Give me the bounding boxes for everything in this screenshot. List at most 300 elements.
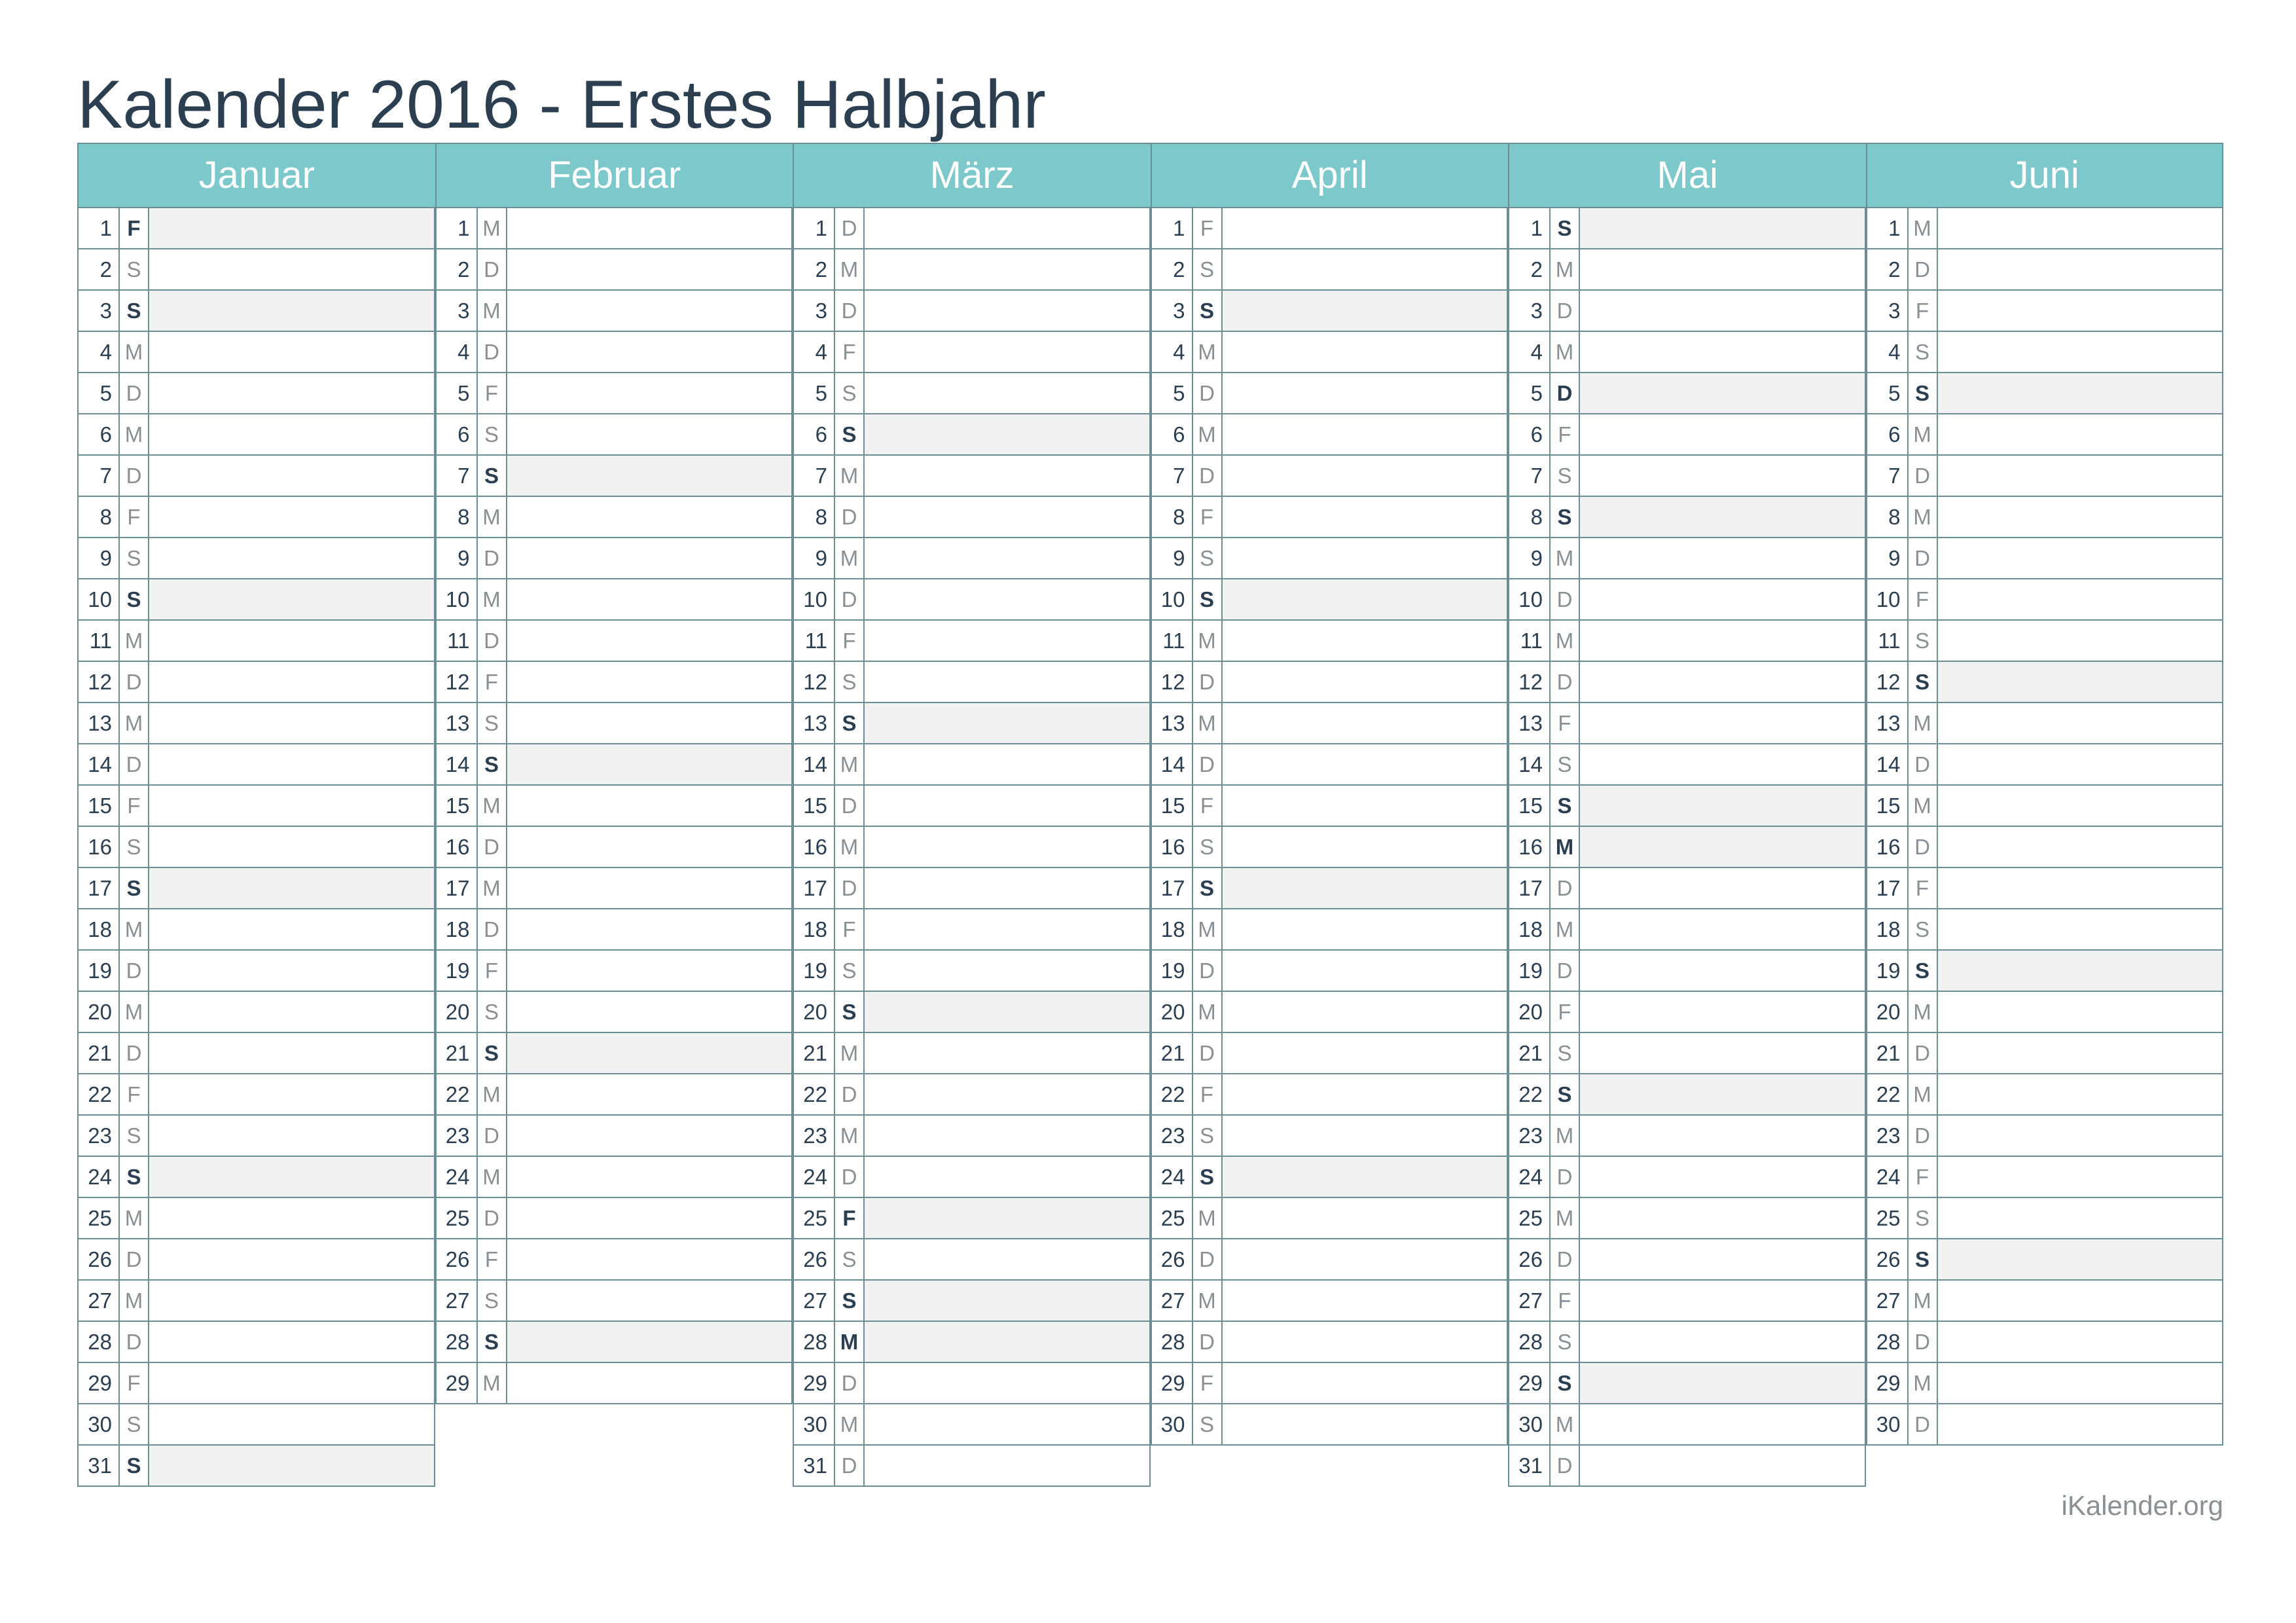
day-number: 11 [79,621,120,661]
note-cell[interactable] [865,1322,1149,1362]
day-number: 19 [1509,951,1551,991]
note-cell[interactable] [1938,1322,2223,1362]
note-cell[interactable] [1223,1033,1507,1073]
note-cell[interactable] [1223,1281,1507,1321]
note-cell[interactable] [507,1198,792,1238]
day-row [1151,1157,1509,1198]
day-number: 5 [437,373,478,413]
day-row [435,1322,793,1363]
note-cell[interactable] [149,868,434,908]
note-cell[interactable] [1938,538,2223,578]
day-number: 1 [437,208,478,248]
note-cell[interactable] [149,744,434,784]
day-number: 15 [794,786,835,826]
note-cell[interactable] [149,1074,434,1114]
day-number: 22 [1509,1074,1551,1114]
note-cell[interactable] [1223,909,1507,949]
day-row [1866,703,2224,744]
note-cell[interactable] [1938,703,2223,743]
weekday-letter: D [120,1033,149,1073]
day-row [435,414,793,456]
note-cell[interactable] [1580,414,1865,454]
weekday-letter: S [120,291,149,331]
note-cell[interactable] [1938,992,2223,1032]
note-cell[interactable] [865,1281,1149,1321]
weekday-letter: D [835,291,865,331]
day-number: 9 [437,538,478,578]
note-cell[interactable] [149,208,434,248]
day-list [1866,208,2224,1446]
note-cell[interactable] [1938,786,2223,826]
day-number: 6 [794,414,835,454]
note-cell[interactable] [1938,414,2223,454]
note-cell[interactable] [507,909,792,949]
weekday-letter: D [1909,744,1938,784]
day-row [77,662,435,703]
note-cell[interactable] [1938,1033,2223,1073]
note-cell[interactable] [507,1116,792,1156]
note-cell[interactable] [149,456,434,496]
weekday-letter: F [835,1198,865,1238]
note-cell[interactable] [1938,1157,2223,1197]
note-cell[interactable] [507,1363,792,1403]
note-cell[interactable] [507,1322,792,1362]
day-row [77,373,435,414]
note-cell[interactable] [1580,951,1865,991]
note-cell[interactable] [865,208,1149,248]
note-cell[interactable] [1223,1404,1507,1444]
note-cell[interactable] [865,703,1149,743]
weekday-letter: M [1551,538,1580,578]
weekday-letter: M [120,332,149,372]
note-cell[interactable] [865,1033,1149,1073]
day-row [435,786,793,827]
note-cell[interactable] [1580,703,1865,743]
note-cell[interactable] [149,291,434,331]
note-cell[interactable] [1223,497,1507,537]
note-cell[interactable] [1580,249,1865,289]
note-cell[interactable] [1938,497,2223,537]
weekday-letter: F [1193,1363,1223,1403]
note-cell[interactable] [1580,538,1865,578]
note-cell[interactable] [1223,249,1507,289]
note-cell[interactable] [1580,497,1865,537]
day-number: 31 [1509,1446,1551,1486]
note-cell[interactable] [1223,373,1507,413]
note-cell[interactable] [149,373,434,413]
weekday-letter: D [478,332,507,372]
note-cell[interactable] [507,1281,792,1321]
day-row [1151,992,1509,1033]
note-cell[interactable] [149,1033,434,1073]
note-cell[interactable] [1223,1322,1507,1362]
day-row [435,1074,793,1116]
note-cell[interactable] [1938,621,2223,661]
day-number: 27 [1152,1281,1193,1321]
note-cell[interactable] [1580,1281,1865,1321]
weekday-letter: M [835,1116,865,1156]
note-cell[interactable] [1938,208,2223,248]
day-number: 28 [1867,1322,1909,1362]
note-cell[interactable] [1223,291,1507,331]
day-number: 28 [1152,1322,1193,1362]
weekday-letter: S [835,1239,865,1279]
note-cell[interactable] [1580,1239,1865,1279]
day-number: 5 [1509,373,1551,413]
note-cell[interactable] [865,291,1149,331]
note-cell[interactable] [149,1116,434,1156]
weekday-letter: M [1909,703,1938,743]
day-row [435,744,793,786]
note-cell[interactable] [507,497,792,537]
day-number: 27 [794,1281,835,1321]
note-cell[interactable] [507,373,792,413]
note-cell[interactable] [1938,827,2223,867]
day-row [1866,1116,2224,1157]
note-cell[interactable] [1223,332,1507,372]
note-cell[interactable] [507,538,792,578]
day-row [77,456,435,497]
weekday-letter: D [1909,1322,1938,1362]
day-row [1866,1281,2224,1322]
weekday-letter: D [1193,744,1223,784]
day-row [793,868,1151,909]
weekday-letter: D [1193,951,1223,991]
note-cell[interactable] [507,786,792,826]
note-cell[interactable] [865,662,1149,702]
note-cell[interactable] [149,538,434,578]
note-cell[interactable] [149,1363,434,1403]
day-row [77,1198,435,1239]
note-cell[interactable] [1938,1074,2223,1114]
note-cell[interactable] [865,1446,1149,1486]
day-number: 8 [1152,497,1193,537]
note-cell[interactable] [1223,538,1507,578]
note-cell[interactable] [865,414,1149,454]
note-cell[interactable] [149,497,434,537]
note-cell[interactable] [149,909,434,949]
note-cell[interactable] [149,1404,434,1444]
weekday-letter: F [1193,208,1223,248]
note-cell[interactable] [1938,1198,2223,1238]
day-number: 22 [794,1074,835,1114]
note-cell[interactable] [865,786,1149,826]
note-cell[interactable] [149,827,434,867]
note-cell[interactable] [507,456,792,496]
note-cell[interactable] [1580,621,1865,661]
weekday-letter: M [835,538,865,578]
note-cell[interactable] [507,208,792,248]
note-cell[interactable] [1580,744,1865,784]
weekday-letter: S [835,703,865,743]
note-cell[interactable] [149,249,434,289]
day-number: 21 [1867,1033,1909,1073]
note-cell[interactable] [1580,1157,1865,1197]
day-row [435,951,793,992]
note-cell[interactable] [865,621,1149,661]
weekday-letter: S [1909,621,1938,661]
day-row [1151,579,1509,621]
day-row [1866,1404,2224,1446]
note-cell[interactable] [1223,703,1507,743]
weekday-letter: D [120,456,149,496]
day-row [1866,291,2224,332]
note-cell[interactable] [1938,951,2223,991]
note-cell[interactable] [1223,662,1507,702]
note-cell[interactable] [1938,579,2223,619]
day-number: 8 [1867,497,1909,537]
note-cell[interactable] [865,744,1149,784]
note-cell[interactable] [1580,579,1865,619]
note-cell[interactable] [865,1198,1149,1238]
weekday-letter: S [835,951,865,991]
day-number: 20 [79,992,120,1032]
weekday-letter: S [835,662,865,702]
note-cell[interactable] [1938,868,2223,908]
note-cell[interactable] [1223,1363,1507,1403]
note-cell[interactable] [507,291,792,331]
note-cell[interactable] [1580,827,1865,867]
note-cell[interactable] [1938,1116,2223,1156]
note-cell[interactable] [1580,208,1865,248]
note-cell[interactable] [507,579,792,619]
month-header: Januar [77,143,435,208]
weekday-letter: S [478,992,507,1032]
day-number: 8 [794,497,835,537]
weekday-letter: S [120,1157,149,1197]
day-number: 23 [79,1116,120,1156]
note-cell[interactable] [1223,951,1507,991]
day-row [435,992,793,1033]
weekday-letter: M [120,909,149,949]
note-cell[interactable] [1223,786,1507,826]
note-cell[interactable] [865,1074,1149,1114]
note-cell[interactable] [865,909,1149,949]
note-cell[interactable] [149,662,434,702]
weekday-letter: D [835,208,865,248]
calendar-grid [77,143,2223,1478]
note-cell[interactable] [507,951,792,991]
note-cell[interactable] [865,951,1149,991]
note-cell[interactable] [149,1239,434,1279]
day-number: 27 [79,1281,120,1321]
note-cell[interactable] [149,579,434,619]
note-cell[interactable] [1938,1281,2223,1321]
note-cell[interactable] [1223,744,1507,784]
day-number: 2 [437,249,478,289]
note-cell[interactable] [1938,291,2223,331]
day-row [1508,538,1866,579]
note-cell[interactable] [1223,1157,1507,1197]
day-row [1151,621,1509,662]
day-number: 25 [79,1198,120,1238]
note-cell[interactable] [1580,332,1865,372]
note-cell[interactable] [149,992,434,1032]
note-cell[interactable] [507,744,792,784]
weekday-letter: M [835,744,865,784]
day-number: 14 [1152,744,1193,784]
weekday-letter: M [478,579,507,619]
note-cell[interactable] [865,827,1149,867]
day-number: 26 [1867,1239,1909,1279]
note-cell[interactable] [1938,1239,2223,1279]
note-cell[interactable] [1223,1116,1507,1156]
note-cell[interactable] [507,703,792,743]
note-cell[interactable] [149,414,434,454]
day-row [1508,786,1866,827]
note-cell[interactable] [865,1239,1149,1279]
month-column [1508,143,1866,1487]
weekday-letter: D [835,1074,865,1114]
note-cell[interactable] [1938,909,2223,949]
weekday-letter: F [478,951,507,991]
note-cell[interactable] [149,1322,434,1362]
note-cell[interactable] [507,992,792,1032]
weekday-letter: D [120,744,149,784]
note-cell[interactable] [1580,662,1865,702]
note-cell[interactable] [865,1157,1149,1197]
note-cell[interactable] [1223,1198,1507,1238]
note-cell[interactable] [507,249,792,289]
note-cell[interactable] [1580,1363,1865,1403]
note-cell[interactable] [1938,249,2223,289]
note-cell[interactable] [1223,827,1507,867]
note-cell[interactable] [507,868,792,908]
note-cell[interactable] [149,951,434,991]
day-number: 11 [437,621,478,661]
note-cell[interactable] [865,1363,1149,1403]
day-row [1151,1281,1509,1322]
weekday-letter: M [1909,497,1938,537]
weekday-letter: M [1193,909,1223,949]
month-header: Februar [435,143,793,208]
note-cell[interactable] [1580,868,1865,908]
note-cell[interactable] [1223,621,1507,661]
note-cell[interactable] [1938,456,2223,496]
day-number: 6 [437,414,478,454]
note-cell[interactable] [507,414,792,454]
day-row [1151,744,1509,786]
note-cell[interactable] [1938,332,2223,372]
note-cell[interactable] [149,1198,434,1238]
note-cell[interactable] [1580,373,1865,413]
weekday-letter: D [1193,456,1223,496]
note-cell[interactable] [865,373,1149,413]
note-cell[interactable] [1938,1404,2223,1444]
note-cell[interactable] [507,1157,792,1197]
note-cell[interactable] [507,1239,792,1279]
note-cell[interactable] [1580,1198,1865,1238]
note-cell[interactable] [1938,662,2223,702]
day-row [1151,951,1509,992]
note-cell[interactable] [865,1116,1149,1156]
day-row [1151,703,1509,744]
note-cell[interactable] [865,868,1149,908]
note-cell[interactable] [507,332,792,372]
note-cell[interactable] [1580,456,1865,496]
note-cell[interactable] [1223,1239,1507,1279]
month-column [435,143,793,1404]
note-cell[interactable] [149,332,434,372]
note-cell[interactable] [865,332,1149,372]
note-cell[interactable] [507,662,792,702]
weekday-letter: F [1909,579,1938,619]
weekday-letter: S [120,827,149,867]
day-row [1508,1281,1866,1322]
note-cell[interactable] [149,703,434,743]
note-cell[interactable] [149,1281,434,1321]
day-number: 23 [794,1116,835,1156]
weekday-letter: D [835,1157,865,1197]
weekday-letter: M [835,249,865,289]
note-cell[interactable] [1580,1446,1865,1486]
day-row [1508,868,1866,909]
day-row [1866,456,2224,497]
weekday-letter: D [1551,868,1580,908]
note-cell[interactable] [1938,373,2223,413]
note-cell[interactable] [1223,992,1507,1032]
note-cell[interactable] [1580,1404,1865,1444]
day-row [793,1281,1151,1322]
note-cell[interactable] [1580,291,1865,331]
note-cell[interactable] [1580,1033,1865,1073]
note-cell[interactable] [1223,1074,1507,1114]
note-cell[interactable] [1580,786,1865,826]
note-cell[interactable] [1223,456,1507,496]
weekday-letter: S [1909,951,1938,991]
note-cell[interactable] [507,621,792,661]
day-number: 17 [1152,868,1193,908]
weekday-letter: F [120,208,149,248]
note-cell[interactable] [1223,208,1507,248]
note-cell[interactable] [1580,1322,1865,1362]
note-cell[interactable] [865,992,1149,1032]
weekday-letter: D [1909,1116,1938,1156]
note-cell[interactable] [1223,868,1507,908]
day-row [1151,332,1509,373]
note-cell[interactable] [865,497,1149,537]
note-cell[interactable] [149,1446,434,1486]
note-cell[interactable] [149,1157,434,1197]
note-cell[interactable] [865,456,1149,496]
note-cell[interactable] [507,1033,792,1073]
note-cell[interactable] [865,579,1149,619]
note-cell[interactable] [865,1404,1149,1444]
note-cell[interactable] [1223,579,1507,619]
weekday-letter: M [835,827,865,867]
note-cell[interactable] [1938,1363,2223,1403]
note-cell[interactable] [1580,1074,1865,1114]
note-cell[interactable] [865,538,1149,578]
note-cell[interactable] [1580,992,1865,1032]
note-cell[interactable] [149,621,434,661]
day-number: 25 [1867,1198,1909,1238]
weekday-letter: F [1909,291,1938,331]
note-cell[interactable] [1223,414,1507,454]
note-cell[interactable] [1938,744,2223,784]
note-cell[interactable] [865,249,1149,289]
note-cell[interactable] [149,786,434,826]
day-number: 3 [1152,291,1193,331]
note-cell[interactable] [507,827,792,867]
note-cell[interactable] [1580,909,1865,949]
note-cell[interactable] [1580,1116,1865,1156]
day-row [793,332,1151,373]
day-row [1151,1198,1509,1239]
weekday-letter: S [1909,332,1938,372]
note-cell[interactable] [507,1074,792,1114]
day-number: 1 [794,208,835,248]
